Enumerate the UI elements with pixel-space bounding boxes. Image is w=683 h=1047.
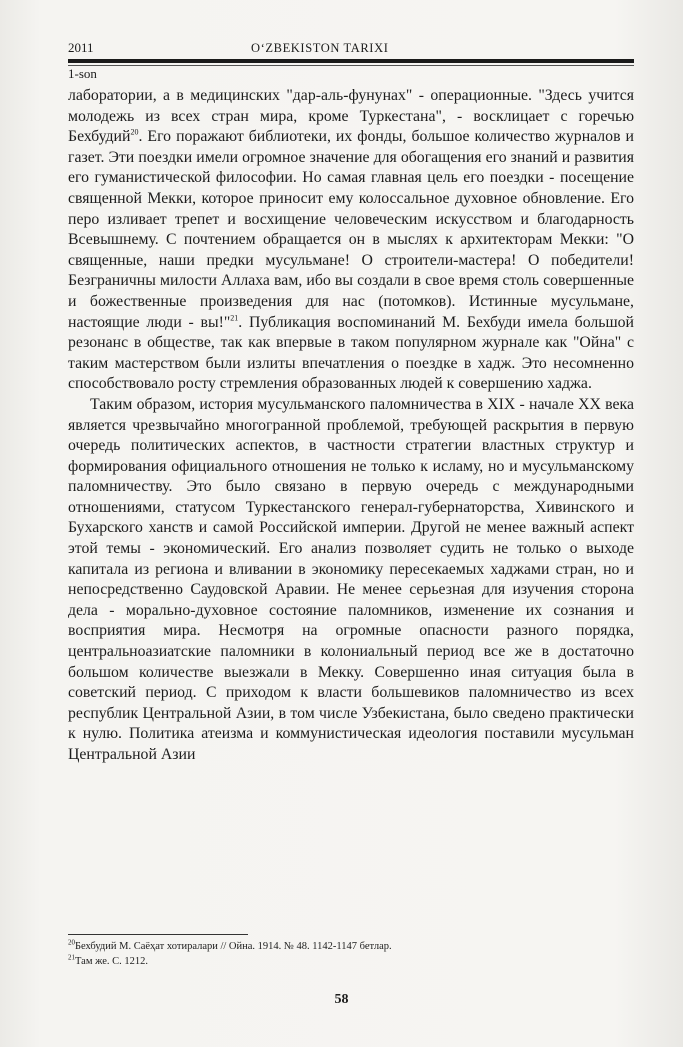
header-year: 2011 [68, 40, 94, 55]
footnotes [68, 939, 634, 969]
header-journal-title: O‘ZBEKISTON TARIXI [251, 41, 389, 55]
footnote-20 [68, 939, 634, 954]
paragraph-2: Таким образом, история мусульманского паломничества в XIX - начале XX века является чрезвычайно многогранной проблемой, требующей раскрытия в первую очередь политических аспектов, в частности стратегии властных структур и формирования официального отношения не только к исламу, но и мусульманскому паломничеству. Это было связано в первую очередь с международными отношениями, статусом Туркестанского генерал-губернаторства, Хивинского и Бухарского ханств и самой Российской империи. Другой не менее важный аспект этой темы - экономический. Его анализ позволяет судить не только о выходе капитала из региона и вливании в экономику пересекаемых хаджами стран, но и непосредственно Саудовской Аравии. Не менее серьезная для изучения сторона дела - морально-духовное состояние паломников, изменение их сознания и восприятия мира. Несмотря на огромные опасности разного порядка, центральноазиатские паломники в колониальный период все же в достаточно большом количестве выезжали в Мекку. Совершенно иная ситуация была в советский период. С приходом к власти большевиков паломничество из всех республик Центральной Азии, в том числе Узбекистана, было сведено практически к нулю. Политика атеизма и коммунистическая идеология поставили мусульман Центральной Азии [68, 395, 634, 763]
footnote-21-text: Там же. С. 1212. [75, 956, 148, 967]
running-header [68, 38, 628, 58]
paragraph-1-part-2: . Его поражают библиотеки, их фонды, большое количество журналов и газет. Эти поездки имели огромное значение для обогащения его знаний и развития его гуманистической философии. Но самая главная цель его поездки - посещение священной Мекки, которое приносит ему колоссальное духовное обновление. Его перо изливает трепет и восхищение человеческим искусством и благодарность Всевышнему. С почтением обращается он в мыслях к архитекторам Мекки: "О священные, наши предки мусульмане! О строители-мастера! О победители! Безграничны милости Аллаха вам, ибо вы создали в свое время столь совершенные и божественные произведения для нас (потомков). Истинные мусульмане, настоящие люди - вы!" [68, 128, 634, 331]
header-issue: 1-son [68, 66, 97, 81]
footnote-21-number: 21 [68, 953, 75, 962]
footnote-20-number: 20 [68, 938, 75, 947]
header-rule-thick [68, 59, 634, 63]
header-rule-thin [68, 65, 634, 66]
footnote-21 [68, 954, 634, 969]
paragraph-1-part-1: лаборатории, а в медицинских "дар-аль-фунунах" - операционные. "Здесь учится молодежь из всех стран мира, кроме Туркестана", - восклицает с горечью Бехбудий [68, 87, 634, 146]
footnote-ref-21: 21 [230, 313, 239, 323]
footnote-separator [68, 934, 248, 935]
paragraph-1-part-3: . Публикация воспоминаний М. Бехбуди имела большой резонанс в обществе, так как впервые в таком популярном журнале как "Ойна" с таким мастерством были излиты впечатления о поездке в хадж. Это несомненно способствовало росту стремления образованных людей к совершению хаджа. [68, 313, 634, 393]
footnote-ref-20: 20 [130, 127, 139, 137]
page-number: 58 [334, 992, 349, 1007]
paragraph-1 [68, 86, 634, 395]
article-body [68, 86, 634, 766]
footnote-20-text: Бехбудий М. Саёҳат хотиралари // Ойна. 1914. № 48. 1142-1147 бетлар. [75, 941, 392, 952]
